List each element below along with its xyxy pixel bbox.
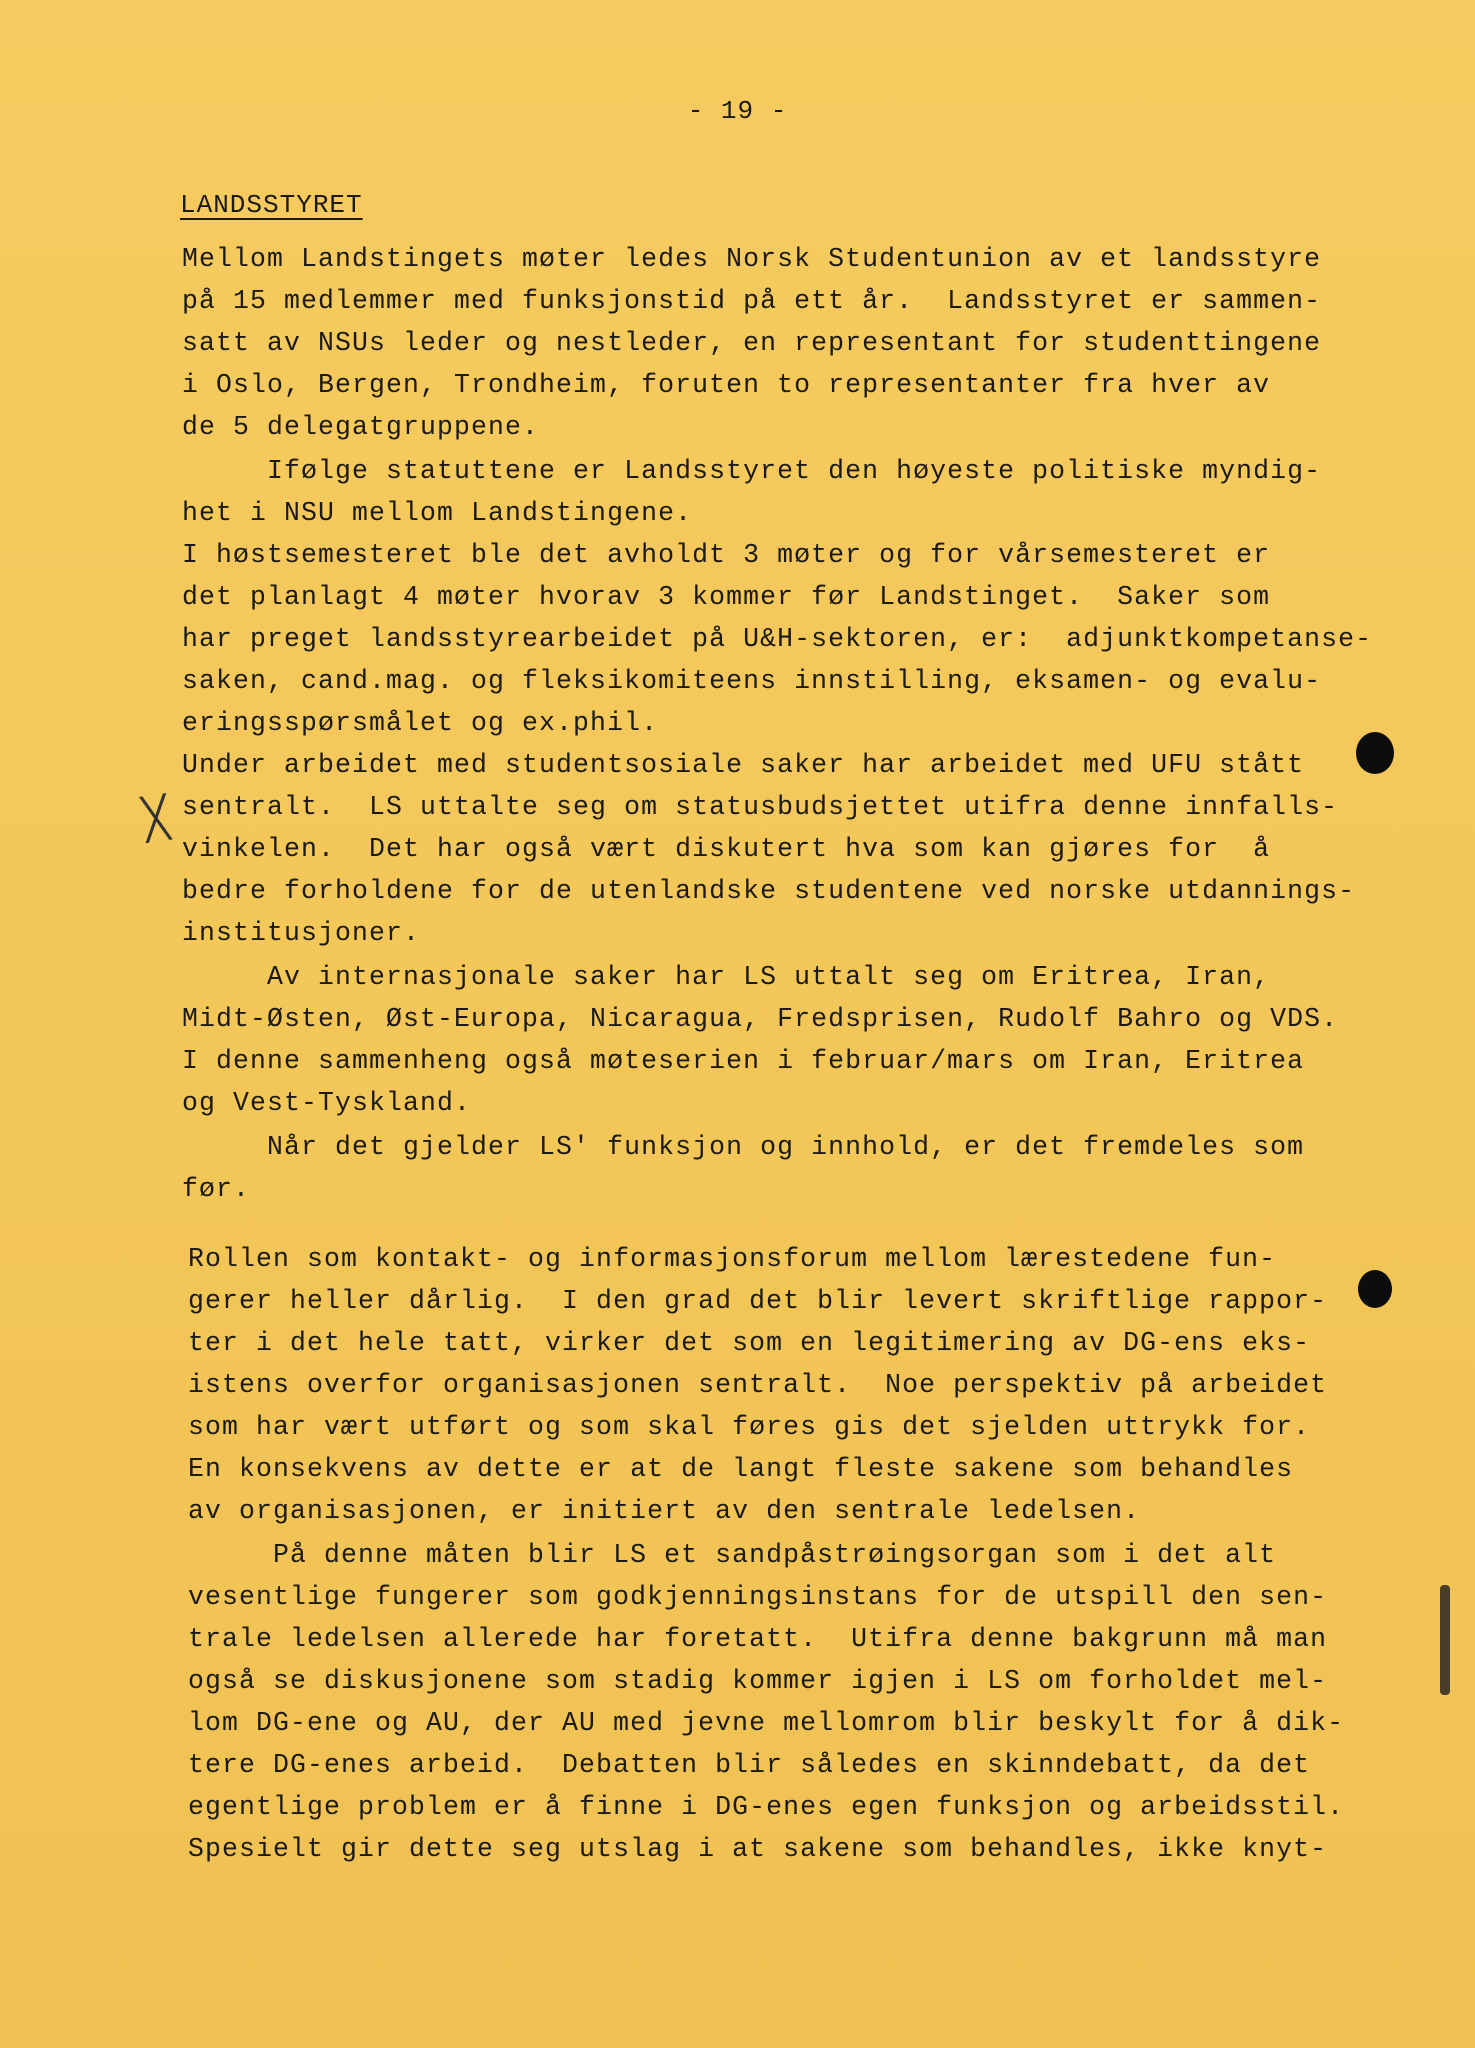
text-line: satt av NSUs leder og nestleder, en representant for studenttingene [182, 328, 1322, 358]
text-line: vinkelen. Det har også vært diskutert hva som kan gjøres for å [182, 834, 1271, 864]
text-line: tere DG-enes arbeid. Debatten blir således en skinndebatt, da det [188, 1750, 1311, 1780]
text-line: eringsspørsmålet og ex.phil. [182, 708, 659, 738]
punch-hole-mark [1358, 1270, 1392, 1308]
text-line: av organisasjonen, er initiert av den sentrale ledelsen. [188, 1496, 1141, 1526]
text-line: som har vært utført og som skal føres gis det sjelden uttrykk for. [188, 1412, 1311, 1442]
text-line: saken, cand.mag. og fleksikomiteens innstilling, eksamen- og evalu- [182, 666, 1322, 696]
text-line: trale ledelsen allerede har foretatt. Utifra denne bakgrunn må man [188, 1624, 1328, 1654]
text-line: Når det gjelder LS' funksjon og innhold, er det fremdeles som [182, 1132, 1305, 1162]
text-line: I denne sammenheng også møteserien i februar/mars om Iran, Eritrea [182, 1046, 1305, 1076]
text-line: institusjoner. [182, 918, 421, 948]
edge-tape-mark [1440, 1585, 1450, 1695]
text-line: ter i det hele tatt, virker det som en legitimering av DG-ens eks- [188, 1328, 1311, 1358]
text-line: de 5 delegatgruppene. [182, 412, 540, 442]
text-line: vesentlige fungerer som godkjenningsinstans for de utspill den sen- [188, 1582, 1328, 1612]
punch-hole-mark [1356, 732, 1394, 774]
text-line: egentlige problem er å finne i DG-enes egen funksjon og arbeidsstil. [188, 1792, 1345, 1822]
text-line: En konsekvens av dette er at de langt fleste sakene som behandles [188, 1454, 1294, 1484]
text-line: sentralt. LS uttalte seg om statusbudsjettet utifra denne innfalls- [182, 792, 1339, 822]
handwritten-x-mark: ╳ [140, 794, 172, 844]
text-line: gerer heller dårlig. I den grad det blir levert skriftlige rappor- [188, 1286, 1328, 1316]
text-line: det planlagt 4 møter hvorav 3 kommer før Landstinget. Saker som [182, 582, 1271, 612]
text-line: Rollen som kontakt- og informasjonsforum mellom lærestedene fun- [188, 1244, 1277, 1274]
text-line: også se diskusjonene som stadig kommer igjen i LS om forholdet mel- [188, 1666, 1328, 1696]
text-line: Ifølge statuttene er Landsstyret den høyeste politiske myndig- [182, 456, 1322, 486]
text-line: istens overfor organisasjonen sentralt. Noe perspektiv på arbeidet [188, 1370, 1328, 1400]
text-line: før. [182, 1174, 251, 1204]
text-line: På denne måten blir LS et sandpåstrøingsorgan som i det alt [188, 1540, 1277, 1570]
page-number: - 19 - [687, 96, 788, 126]
text-line: i Oslo, Bergen, Trondheim, foruten to representanter fra hver av [182, 370, 1271, 400]
text-line: Mellom Landstingets møter ledes Norsk Studentunion av et landsstyre [182, 244, 1322, 274]
text-line: het i NSU mellom Landstingene. [182, 498, 693, 528]
text-line: Spesielt gir dette seg utslag i at sakene som behandles, ikke knyt- [188, 1834, 1328, 1864]
text-line: og Vest-Tyskland. [182, 1088, 472, 1118]
text-line: på 15 medlemmer med funksjonstid på ett år. Landsstyret er sammen- [182, 286, 1322, 316]
text-line: Midt-Østen, Øst-Europa, Nicaragua, Fredsprisen, Rudolf Bahro og VDS. [182, 1004, 1339, 1034]
text-line: I høstsemesteret ble det avholdt 3 møter og for vårsemesteret er [182, 540, 1271, 570]
text-line: Av internasjonale saker har LS uttalt seg om Eritrea, Iran, [182, 962, 1271, 992]
text-line: har preget landsstyrearbeidet på U&H-sektoren, er: adjunktkompetanse- [182, 624, 1373, 654]
text-line: bedre forholdene for de utenlandske studentene ved norske utdannings- [182, 876, 1356, 906]
text-line: Under arbeidet med studentsosiale saker har arbeidet med UFU stått [182, 750, 1305, 780]
section-heading: LANDSSTYRET [180, 190, 363, 220]
text-line: lom DG-ene og AU, der AU med jevne mellomrom blir beskylt for å dik- [188, 1708, 1345, 1738]
